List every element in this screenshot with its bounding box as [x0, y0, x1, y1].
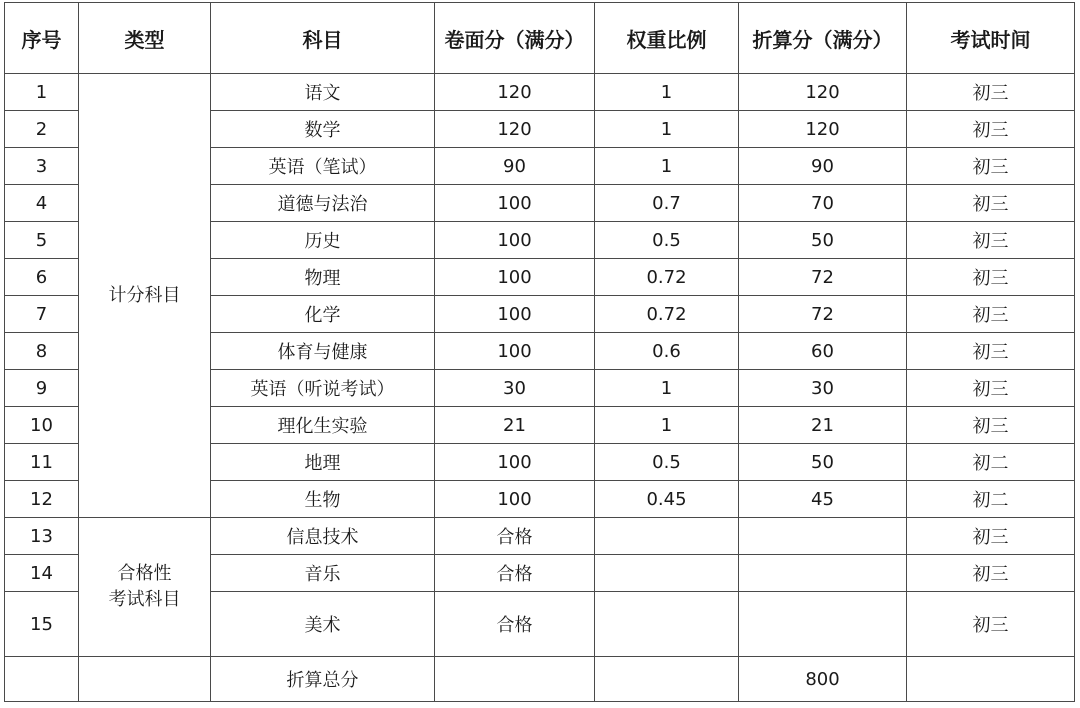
weight-ratio: 1: [595, 148, 739, 185]
row-number: 2: [5, 111, 79, 148]
paper-score: 100: [435, 296, 595, 333]
type-cell: [79, 74, 211, 518]
subject-name: 历史: [211, 222, 435, 259]
total-time-cell: [907, 657, 1075, 702]
paper-score: 合格: [435, 555, 595, 592]
paper-score: 100: [435, 481, 595, 518]
row-number: 4: [5, 185, 79, 222]
weight-ratio: [595, 518, 739, 555]
subject-name: 英语（听说考试）: [211, 370, 435, 407]
subject-name: 生物: [211, 481, 435, 518]
converted-score: 50: [739, 222, 907, 259]
total-label: 折算总分: [211, 657, 435, 702]
header-subject: 科目: [211, 3, 435, 74]
header-row: [5, 3, 1075, 74]
subject-name: 音乐: [211, 555, 435, 592]
row-number: 6: [5, 259, 79, 296]
subject-name: 语文: [211, 74, 435, 111]
row-number: 5: [5, 222, 79, 259]
exam-time: 初三: [907, 555, 1075, 592]
converted-score: 72: [739, 259, 907, 296]
weight-ratio: 0.5: [595, 444, 739, 481]
subject-name: 地理: [211, 444, 435, 481]
subject-name: 体育与健康: [211, 333, 435, 370]
type-label: 考试科目: [108, 589, 181, 610]
paper-score: 合格: [435, 518, 595, 555]
row-number: 15: [5, 592, 79, 657]
exam-time: 初三: [907, 592, 1075, 657]
subject-name: 道德与法治: [211, 185, 435, 222]
subject-name: 信息技术: [211, 518, 435, 555]
paper-score: 100: [435, 444, 595, 481]
paper-score: 100: [435, 222, 595, 259]
subject-name: 数学: [211, 111, 435, 148]
subject-name: 英语（笔试）: [211, 148, 435, 185]
type-label: 计分科目: [108, 284, 181, 306]
type-label: 合格性: [117, 563, 172, 584]
weight-ratio: 0.6: [595, 333, 739, 370]
weight-ratio: 1: [595, 407, 739, 444]
exam-time: 初三: [907, 370, 1075, 407]
converted-score: 60: [739, 333, 907, 370]
weight-ratio: 0.72: [595, 259, 739, 296]
converted-score: 45: [739, 481, 907, 518]
exam-time: 初三: [907, 111, 1075, 148]
row-number: 10: [5, 407, 79, 444]
row-number: 3: [5, 148, 79, 185]
exam-time: 初三: [907, 296, 1075, 333]
converted-score: 70: [739, 185, 907, 222]
paper-score: 120: [435, 74, 595, 111]
paper-score: 合格: [435, 592, 595, 657]
paper-score: 90: [435, 148, 595, 185]
header-converted-score: 折算分（满分）: [739, 3, 907, 74]
total-score-cell: [435, 657, 595, 702]
total-weight-cell: [595, 657, 739, 702]
subject-name: 化学: [211, 296, 435, 333]
header-weight: 权重比例: [595, 3, 739, 74]
converted-score: 72: [739, 296, 907, 333]
weight-ratio: 0.7: [595, 185, 739, 222]
exam-time: 初三: [907, 518, 1075, 555]
converted-score: [739, 555, 907, 592]
header-paper-score: 卷面分（满分）: [435, 3, 595, 74]
converted-score: 90: [739, 148, 907, 185]
row-number: 8: [5, 333, 79, 370]
subject-name: 物理: [211, 259, 435, 296]
row-number: 7: [5, 296, 79, 333]
row-number: 9: [5, 370, 79, 407]
paper-score: 100: [435, 333, 595, 370]
paper-score: 100: [435, 185, 595, 222]
exam-time: 初三: [907, 407, 1075, 444]
total-value: 800: [739, 657, 907, 702]
subject-name: 美术: [211, 592, 435, 657]
converted-score: 21: [739, 407, 907, 444]
converted-score: 120: [739, 111, 907, 148]
exam-time: 初三: [907, 259, 1075, 296]
header-exam-time: 考试时间: [907, 3, 1075, 74]
paper-score: 21: [435, 407, 595, 444]
type-cell: [79, 518, 211, 657]
weight-ratio: 1: [595, 74, 739, 111]
header-no: 序号: [5, 3, 79, 74]
header-type: 类型: [79, 3, 211, 74]
weight-ratio: 1: [595, 370, 739, 407]
total-no-cell: [5, 657, 79, 702]
converted-score: 30: [739, 370, 907, 407]
weight-ratio: 0.5: [595, 222, 739, 259]
table-row: [5, 74, 1075, 111]
weight-ratio: [595, 592, 739, 657]
exam-time: 初三: [907, 333, 1075, 370]
row-number: 12: [5, 481, 79, 518]
exam-time: 初三: [907, 222, 1075, 259]
exam-time: 初三: [907, 74, 1075, 111]
converted-score: [739, 518, 907, 555]
exam-time: 初二: [907, 481, 1075, 518]
row-number: 13: [5, 518, 79, 555]
weight-ratio: 0.45: [595, 481, 739, 518]
converted-score: [739, 592, 907, 657]
score-table: [4, 2, 1075, 702]
row-number: 1: [5, 74, 79, 111]
weight-ratio: 0.72: [595, 296, 739, 333]
weight-ratio: 1: [595, 111, 739, 148]
row-number: 14: [5, 555, 79, 592]
row-number: 11: [5, 444, 79, 481]
exam-time: 初二: [907, 444, 1075, 481]
converted-score: 120: [739, 74, 907, 111]
total-row: [5, 657, 1075, 702]
exam-time: 初三: [907, 185, 1075, 222]
paper-score: 120: [435, 111, 595, 148]
subject-name: 理化生实验: [211, 407, 435, 444]
weight-ratio: [595, 555, 739, 592]
converted-score: 50: [739, 444, 907, 481]
table-row: [5, 518, 1075, 555]
total-type-cell: [79, 657, 211, 702]
paper-score: 100: [435, 259, 595, 296]
exam-time: 初三: [907, 148, 1075, 185]
paper-score: 30: [435, 370, 595, 407]
